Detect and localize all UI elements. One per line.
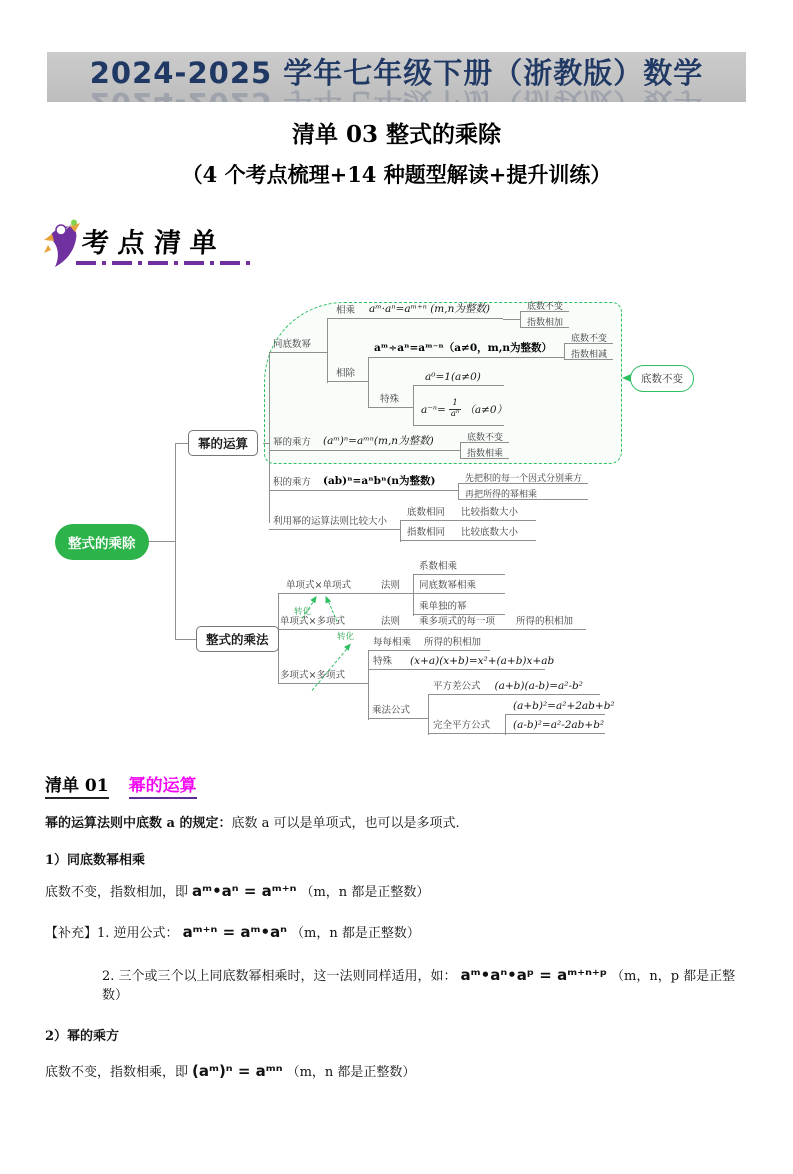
supp1-formula: aᵐ⁺ⁿ = aᵐ•aⁿ: [182, 923, 288, 941]
page-title: 清单 03 整式的乘除: [291, 121, 502, 148]
special-label: 特殊: [373, 656, 393, 667]
supplement-line-1: [45, 922, 748, 941]
perfect-square-diff-formula: [505, 718, 605, 734]
section-badge: [42, 219, 302, 277]
divide-tags: [564, 328, 613, 360]
zero-exponent-formula: [413, 371, 504, 386]
item2-line: [45, 1061, 748, 1080]
power-of-power-tags: [460, 427, 509, 459]
item1-lead-text: 底数不变，指数相加，即: [45, 885, 189, 900]
tag-base-unchanged: 底数不变: [520, 296, 569, 312]
same-base-condition: 底数相同: [407, 507, 446, 518]
square-difference-row: [428, 679, 600, 695]
intro-paragraph: [45, 812, 748, 831]
power-of-product-row: [269, 475, 458, 491]
mono-times-poly-label: 单项式×多项式: [278, 614, 373, 630]
tag-multiply-results: 再把所得的幂相乘: [458, 484, 588, 500]
divide-formula: aᵐ÷aⁿ=aᵐ⁻ⁿ（a≠0，m,n为整数）: [374, 342, 553, 354]
body-content: [0, 771, 793, 1080]
tag-base-unchanged: 底数不变: [564, 328, 613, 344]
add-products-rule: 所得的积相加: [424, 637, 482, 648]
divide-formula-row: [368, 338, 564, 358]
multiply-label: 相乘: [336, 305, 356, 316]
supplement-label: 【补充】: [45, 926, 98, 941]
add-products-rule: 所得的积相加: [510, 614, 586, 630]
power-of-product-label: 积的乘方: [273, 477, 312, 488]
supp1-note: （m，n 都是正整数）: [291, 926, 420, 941]
item1-title: 1）同底数幂相乘: [45, 853, 146, 868]
power-of-power-label: 幂的乘方: [273, 437, 312, 448]
square-difference-formula: (a+b)(a-b)=a²-b²: [494, 680, 583, 692]
poly-special-row: [368, 654, 555, 670]
formula-text: (a+b)²=a²+2ab+b²: [513, 700, 615, 712]
supp2-formula: aᵐ•aⁿ•aᵖ = aᵐ⁺ⁿ⁺ᵖ: [460, 966, 608, 984]
tag-factor-each: 先把积的每一个因式分别乘方: [458, 468, 588, 484]
special-label: 特殊: [368, 393, 414, 408]
tag-exponents-multiplied: 指数相乘: [460, 443, 509, 459]
connector-line: [148, 541, 175, 542]
item2-lead-text: 底数不变，指数相乘，即: [45, 1065, 189, 1080]
pairwise-multiply-rule: 每每相乘: [373, 637, 412, 648]
multiply-row: [327, 304, 503, 319]
polynomial-multiplication-node: 整式的乘法: [196, 626, 279, 652]
supp2-lead-text: 2. 三个或三个以上同底数幂相乘时，这一法则同样适用，如：: [102, 969, 457, 984]
compare-bases-action: 比较底数大小: [461, 527, 519, 538]
section-heading: [45, 771, 748, 796]
negative-exponent-formula: [413, 394, 508, 426]
divide-label: 相除: [327, 367, 368, 382]
formula-rhs: （a≠0）: [464, 404, 508, 416]
power-operations-node: 幂的运算: [188, 430, 258, 456]
tag-exponents-subtracted: 指数相减: [564, 344, 613, 360]
compare-exponents-action: 比较指数大小: [461, 507, 519, 518]
item2-title: 2）幂的乘方: [45, 1029, 120, 1044]
multiply-tags: [520, 296, 569, 328]
power-of-power-formula: (aᵐ)ⁿ=aᵐⁿ(m,n为整数): [323, 435, 434, 447]
formula-text: a⁰=1(a≠0): [425, 371, 481, 383]
tag-base-unchanged: 底数不变: [460, 427, 509, 443]
badge-label: 考点清单: [80, 228, 227, 259]
fraction-denominator: aⁿ: [450, 409, 460, 419]
compare-row-1: [400, 505, 536, 521]
fraction-numerator: 1: [452, 398, 458, 409]
compare-row-2: [400, 525, 536, 541]
badge-underline-decoration: [76, 261, 254, 265]
item1-line: [45, 881, 748, 900]
special-product-formula: (x+a)(x+b)=x²+(a+b)x+ab: [410, 655, 555, 667]
rule-label: 法则: [373, 578, 413, 594]
base-unchanged-bubble: 底数不变: [630, 365, 694, 392]
multiply-formula: aᵐ·aⁿ=aᵐ⁺ⁿ (m,n为整数): [369, 303, 490, 315]
item2-note: （m，n 都是正整数）: [286, 1065, 416, 1080]
poly-times-poly-label: 多项式×多项式: [278, 668, 368, 684]
item1-note: （m，n 都是正整数）: [300, 885, 430, 900]
intro-rest-text: 底数 a 可以是单项式，也可以是多项式.: [231, 816, 460, 831]
intro-bold-text: 幂的运算法则中底数 a 的规定：: [45, 816, 232, 831]
perfect-square-sum-formula: [505, 699, 615, 715]
lone-power-rule: 乘单独的幂: [413, 599, 505, 615]
power-of-power-row: [269, 435, 460, 451]
mindmap-diagram: [0, 281, 793, 759]
coefficient-multiply-rule: 系数相乘: [413, 559, 505, 575]
formula-lhs: a⁻ⁿ=: [421, 403, 446, 416]
pairwise-multiply-row: [368, 635, 490, 651]
tag-exponents-added: 指数相加: [520, 312, 569, 328]
item1-formula: aᵐ•aⁿ = aᵐ⁺ⁿ: [192, 882, 297, 900]
mono-times-mono-label: 单项式×单项式: [278, 578, 373, 594]
banner-title: 2024-2025 学年七年级下册（浙教版）数学 2024-2025 学年七年级下册（浙教版）数学: [47, 52, 746, 102]
section-name: 幂的运算: [129, 776, 197, 799]
same-base-label: 同底数幂: [269, 338, 328, 353]
formula-text: (a-b)²=a²-2ab+b²: [513, 719, 605, 731]
supp1-lead-text: 1. 逆用公式：: [97, 926, 179, 941]
power-of-product-formula: (ab)ⁿ=aⁿbⁿ(n为整数): [323, 475, 436, 487]
same-base-power-rule: 同底数幂相乘: [413, 578, 505, 594]
transform-label: 转化: [294, 607, 312, 617]
section-number: 清单 01: [45, 776, 109, 799]
transform-label: 转化: [337, 632, 355, 642]
supplement-line-2: [45, 965, 748, 1003]
mindmap-root-node: 整式的乘除: [55, 524, 149, 560]
page-subtitle: （4 个考点梳理+14 种题型解读+提升训练）: [181, 162, 612, 187]
fraction: [449, 399, 462, 420]
connector-line: [175, 639, 197, 640]
power-of-product-tags: [458, 468, 588, 500]
multiplication-formulas-label: 乘法公式: [368, 703, 428, 719]
item2-formula: (aᵐ)ⁿ = aᵐⁿ: [192, 1062, 283, 1080]
connector-line: [175, 443, 176, 640]
perfect-square-label: 完全平方公式: [428, 718, 505, 734]
header-banner: [47, 52, 746, 102]
square-difference-label: 平方差公式: [433, 681, 481, 692]
connector-line: [175, 443, 189, 444]
compare-label: 利用幂的运算法则比较大小: [269, 514, 400, 530]
rule-label: 法则: [373, 614, 413, 630]
same-exponent-condition: 指数相同: [407, 527, 446, 538]
multiply-each-term-rule: 乘多项式的每一项: [413, 614, 510, 630]
supp2-note: （m，n，p 都是正整数）: [102, 969, 736, 1003]
